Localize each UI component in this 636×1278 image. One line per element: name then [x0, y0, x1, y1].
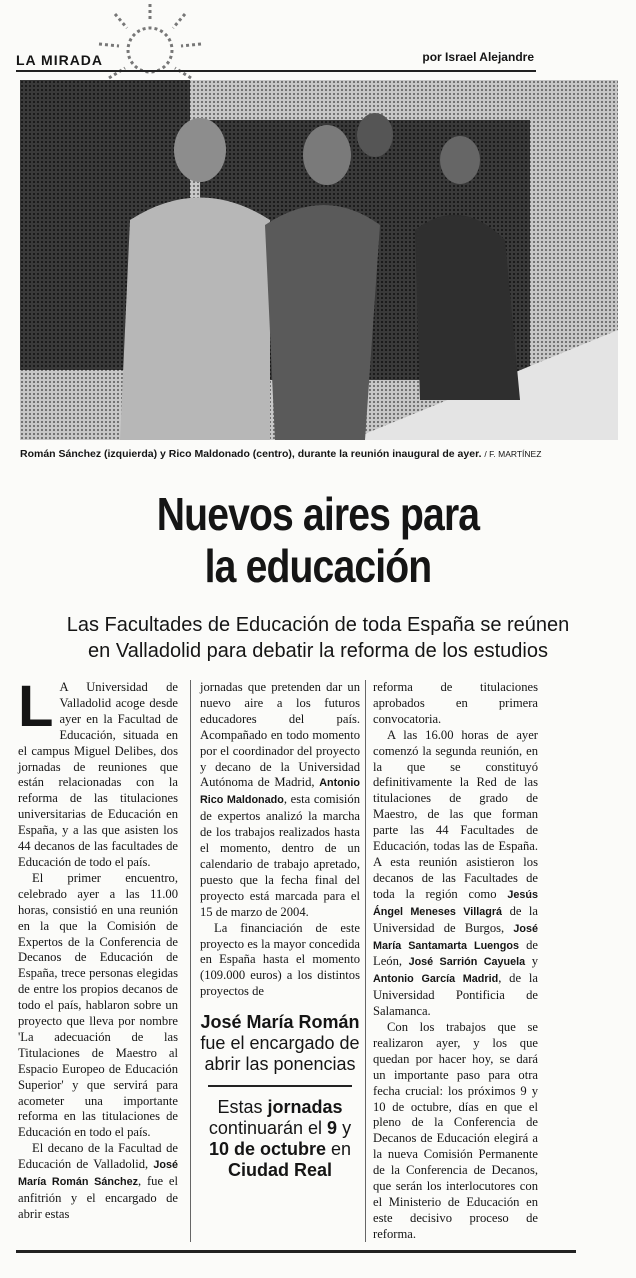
headline-line-1: Nuevos aires para — [156, 488, 480, 540]
photo-credit: / F. MARTÍNEZ — [484, 449, 542, 459]
text-run: de la Universidad de Burgos, — [373, 903, 539, 935]
paragraph: La financiación de este proyecto es la mayor concedida en España hasta el momento (109.000 euros) a los distintos proyectos de — [200, 920, 360, 999]
paragraph — [200, 680, 360, 921]
pull-quote-1 — [200, 1012, 360, 1075]
person-name: José Sarrión Cayuela — [408, 956, 526, 969]
paragraph: El primer encuentro, celebrado ayer a las 11.00 horas, consistió en una reunión en la que la Comisión de Expertos de la Conferencia de Decanos de Educación de España, trece personas elegidas de entre los propios decanos de todo el país, hablaron sobre un proyecto que lleva por nombre 'La adecuación de las Titulaciones de Maestro al Espacio Europeo de Educación Superior' y que servirá para acometer una importante reforma en las titulaciones de Educación en todo el país. — [18, 870, 178, 1140]
text-run: 9 — [327, 1118, 338, 1139]
text-run: de León, — [373, 937, 538, 969]
text-run: , esta comisión de expertos analizó la marcha de los trabajos realizados hasta el momento, dentro de un calendario de trabajo apretado, puesto que la fecha final del proyecto está marcada para el 15 de marzo de 2004. — [200, 792, 360, 919]
subheadline-line-1: Las Facultades de Educación de toda España se reúnen — [66, 614, 570, 636]
text-run: A las 16.00 horas de ayer comenzó la segunda reunión, en la que se constituyó definitivamente la Red de las titulaciones de grado de Maestro, de las que forman parte las 44 Facultades de Educación, todas las de España. A esta reunión asistieron los decanos de las Facultades de toda la región como — [373, 727, 538, 901]
paragraph — [18, 1141, 178, 1223]
subheadline-line-2: en Valladolid para debatir la reforma de los estudios — [88, 640, 548, 662]
text-run: en — [331, 1139, 352, 1160]
text-run: jornadas que pretenden dar un nuevo aire a los futuros educadores del país. Acompañado en todo momento por el coordinador del proyecto y decano de la Universidad Autónoma de Madrid, — [200, 680, 360, 790]
pull-quote-name: José María Román — [200, 1012, 360, 1033]
text-run: El decano de la Facultad de Educación de Valladolid, — [18, 1141, 178, 1172]
person-name: José María Román Sánchez — [18, 1159, 178, 1189]
person-name: Antonio García Madrid — [373, 973, 499, 986]
drop-cap: L — [18, 674, 54, 739]
sun-logo-icon — [95, 0, 205, 90]
bottom-rule — [16, 1250, 576, 1253]
paragraph — [373, 728, 538, 1020]
headline-line-2: la educación — [204, 540, 432, 592]
column-rule — [365, 680, 366, 1242]
pull-quote-divider — [208, 1085, 352, 1087]
person-name: Antonio Rico Maldonado — [200, 777, 360, 807]
paragraph: Con los trabajos que se realizaron ayer, y los que quedan por hacer hoy, se dará un importante paso para otra fecha crucial: los próximos 9 y 10 de octubre, días en que el pleno de la Conferencia de Decanos de Educación elegirá a la nueva Comisión Permanente de la Conferencia de Decanos, que serán los interlocutores con el Ministerio de Educación en este decisivo proceso de reforma. — [373, 1020, 538, 1241]
headline — [48, 488, 589, 592]
column-2 — [200, 680, 360, 1181]
text-run: y — [531, 954, 538, 969]
text-run: Estas — [217, 1097, 263, 1118]
text-run: , de la Universidad Pontificia de Salamanca. — [373, 971, 539, 1019]
caption-text: Román Sánchez (izquierda) y Rico Maldonado (centro), durante la reunión inaugural de ayer. — [20, 448, 482, 460]
subheadline — [0, 612, 636, 664]
news-photo — [20, 80, 618, 440]
text-run: continuarán el — [208, 1118, 323, 1139]
text-run: , fue el anfitrión y el encargado de abrir estas — [18, 1174, 178, 1221]
text-run: jornadas — [267, 1097, 343, 1118]
photo-caption — [20, 448, 630, 460]
column-1 — [18, 674, 178, 1223]
paragraph: reforma de titulaciones aprobados en primera convocatoria. — [373, 680, 538, 726]
person-name: Jesús Ángel Meneses Villagrá — [373, 888, 538, 918]
column-rule — [190, 680, 191, 1242]
pull-quote-text: fue el encargado de abrir las ponencias — [200, 1033, 360, 1075]
section-label: LA MIRADA — [16, 52, 104, 68]
pull-quote-2 — [200, 1097, 360, 1181]
person-name: José María Santamarta Luengos — [373, 922, 538, 952]
text-run: 10 de octubre — [208, 1139, 326, 1160]
text-run: y — [342, 1118, 352, 1139]
paragraph: A Universidad de Valladolid acoge desde ayer en la Facultad de Educación, situada en el campus Miguel Delibes, dos jornadas de reuniones que están relacionadas con la reforma de las titulaciones universitarias de Educación en España, y a las que asisten los 44 decanos de las facultades de Educación de todo el país. — [18, 680, 178, 869]
text-run: Ciudad Real — [227, 1160, 333, 1181]
column-3 — [373, 680, 538, 1243]
byline: por Israel Alejandre — [422, 50, 534, 64]
top-rule — [16, 70, 536, 72]
